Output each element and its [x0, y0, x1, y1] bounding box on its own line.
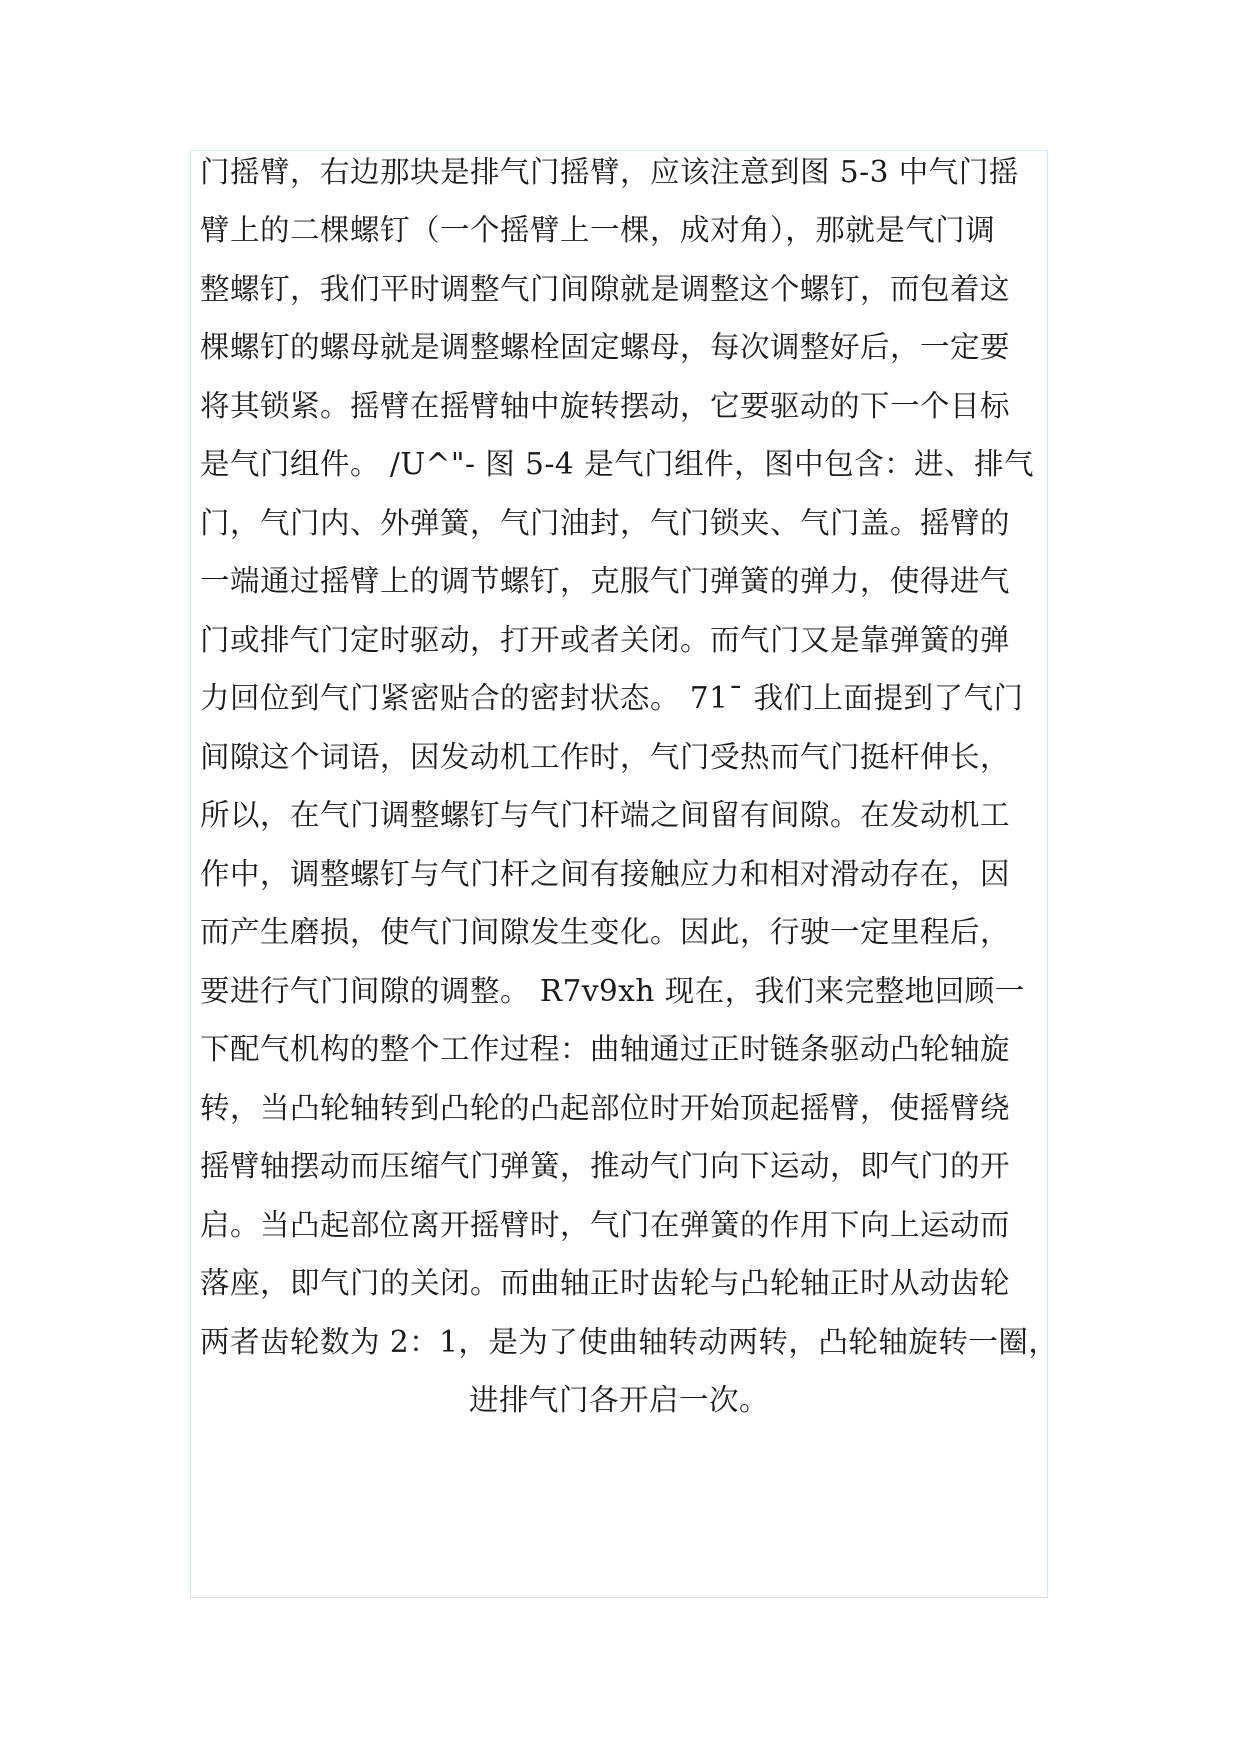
- text-line: 门或排气门定时驱动，打开或者关闭。而气门又是靠弹簧的弹: [200, 623, 1011, 657]
- text-line: 一端通过摇臂上的调节螺钉，克服气门弹簧的弹力，使得进气: [200, 564, 1011, 598]
- text-line: 两者齿轮数为 2：1，是为了使曲轴转动两转，凸轮轴旋转一圈，: [200, 1325, 1059, 1359]
- text-line: 棵螺钉的螺母就是调整螺栓固定螺母，每次调整好后，一定要: [200, 330, 1011, 364]
- text-line: 整螺钉，我们平时调整气门间隙就是调整这个螺钉，而包着这: [200, 272, 1011, 306]
- text-line: 间隙这个词语，因发动机工作时，气门受热而气门挺杆伸长，: [200, 740, 1011, 774]
- text-line: 摇臂轴摆动而压缩气门弹簧，推动气门向下运动，即气门的开: [200, 1149, 1011, 1183]
- text-line: 落座，即气门的关闭。而曲轴正时齿轮与凸轮轴正时从动齿轮: [200, 1266, 1011, 1300]
- text-line: 要进行气门间隙的调整。 R7v9xh 现在，我们来完整地回顾一: [200, 974, 1025, 1008]
- text-line: 力回位到气门紧密贴合的密封状态。 71¯ 我们上面提到了气门: [200, 681, 1024, 715]
- text-line: 是气门组件。 /U^"- 图 5-4 是气门组件，图中包含：进、排气: [200, 447, 1035, 481]
- text-line: 启。当凸起部位离开摇臂时，气门在弹簧的作用下向上运动而: [200, 1208, 1011, 1242]
- text-line: 臂上的二棵螺钉（一个摇臂上一棵，成对角），那就是气门调: [200, 213, 996, 247]
- text-line: 门，气门内、外弹簧，气门油封，气门锁夹、气门盖。摇臂的: [200, 506, 1011, 540]
- text-line: 作中，调整螺钉与气门杆之间有接触应力和相对滑动存在，因: [200, 857, 1011, 891]
- text-line: 下配气机构的整个工作过程：曲轴通过正时链条驱动凸轮轴旋: [200, 1032, 1011, 1066]
- text-line: 将其锁紧。摇臂在摇臂轴中旋转摆动，它要驱动的下一个目标: [200, 389, 1011, 423]
- text-line: 转，当凸轮轴转到凸轮的凸起部位时开始顶起摇臂，使摇臂绕: [200, 1091, 1011, 1125]
- text-line: 门摇臂，右边那块是排气门摇臂，应该注意到图 5-3 中气门摇: [200, 155, 1019, 189]
- text-line: 所以，在气门调整螺钉与气门杆端之间留有间隙。在发动机工: [200, 798, 1011, 832]
- text-line-final: 进排气门各开启一次。: [468, 1383, 769, 1417]
- text-line: 而产生磨损，使气门间隙发生变化。因此，行驶一定里程后，: [200, 915, 1011, 949]
